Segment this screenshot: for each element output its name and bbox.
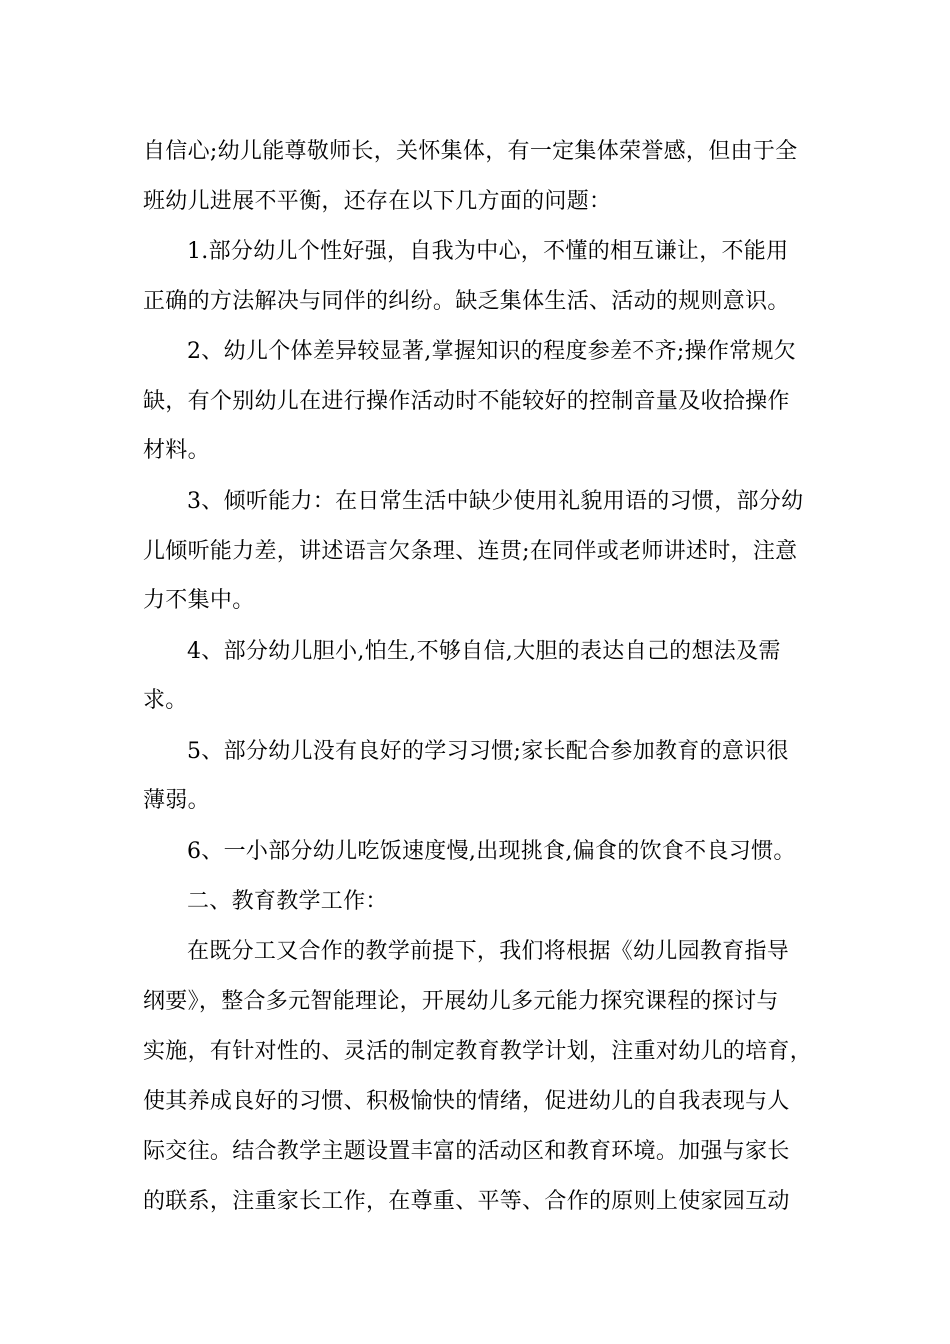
text-line: 缺，有个别幼儿在进行操作活动时不能较好的控制音量及收拾操作	[143, 389, 790, 414]
text-line: 的联系，注重家长工作，在尊重、平等、合作的原则上使家园互动	[143, 1189, 790, 1214]
text-line: 际交往。结合教学主题设置丰富的活动区和教育环境。加强与家长	[143, 1139, 790, 1164]
section-heading: 二、教育教学工作：	[187, 889, 388, 914]
text-line: 班幼儿进展不平衡，还存在以下几方面的问题：	[143, 189, 612, 214]
list-item-4: 4、部分幼儿胆小,怕生,不够自信,大胆的表达自己的想法及需	[187, 639, 781, 664]
text-line: 使其养成良好的习惯、积极愉快的情绪，促进幼儿的自我表现与人	[143, 1089, 790, 1114]
text-line: 纲要》，整合多元智能理论，开展幼儿多元能力探究课程的探讨与	[143, 989, 779, 1014]
list-item-2: 2、幼儿个体差异较显著,掌握知识的程度参差不齐;操作常规欠	[187, 339, 797, 364]
text-line: 自信心;幼儿能尊敬师长，关怀集体，有一定集体荣誉感，但由于全	[143, 139, 798, 164]
list-item-5: 5、部分幼儿没有良好的学习习惯;家长配合参加教育的意识很	[187, 739, 789, 764]
text-line: 薄弱。	[143, 788, 210, 813]
text-line: 力不集中。	[143, 588, 255, 613]
text-line: 正确的方法解决与同伴的纠纷。缺乏集体生活、活动的规则意识。	[143, 289, 790, 314]
list-item-1: 1.部分幼儿个性好强，自我为中心，不懂的相互谦让，不能用	[187, 239, 789, 264]
text-line: 实施，有针对性的、灵活的制定教育教学计划，注重对幼儿的培育，	[143, 1039, 813, 1064]
list-item-3: 3、倾听能力：在日常生活中缺少使用礼貌用语的习惯，部分幼	[187, 489, 804, 514]
text-line: 材料。	[143, 438, 210, 463]
list-item-6: 6、一小部分幼儿吃饭速度慢,出现挑食,偏食的饮食不良习惯。	[187, 839, 796, 864]
text-line: 求。	[143, 688, 188, 713]
paragraph-start: 在既分工又合作的教学前提下，我们将根据《幼儿园教育指导	[187, 939, 790, 964]
text-line: 儿倾听能力差，讲述语言欠条理、连贯;在同伴或老师讲述时，注意	[143, 539, 798, 564]
